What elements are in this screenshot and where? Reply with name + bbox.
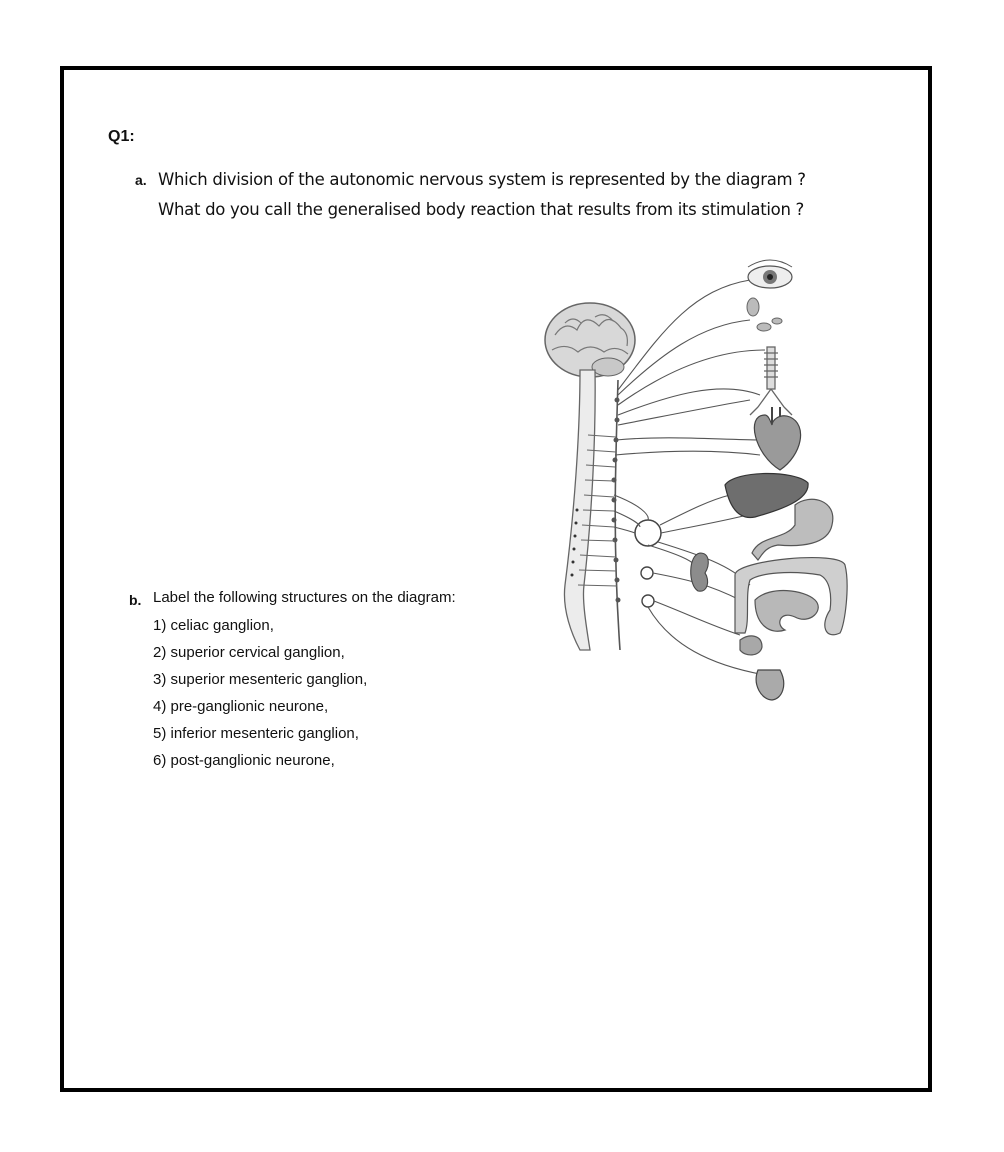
superior-mesenteric-ganglion-circle bbox=[641, 567, 653, 579]
brain-icon bbox=[545, 303, 635, 377]
autonomic-nervous-system-diagram bbox=[540, 255, 850, 705]
structure-list bbox=[153, 617, 367, 779]
structure-item-4: 4) pre-ganglionic neurone, bbox=[153, 698, 329, 715]
part-a-question-line2: What do you call the generalised body reaction that results from its stimulation ? bbox=[158, 200, 805, 219]
structure-item-5: 5) inferior mesenteric ganglion, bbox=[153, 725, 359, 742]
structure-item-2: 2) superior cervical ganglion, bbox=[153, 644, 345, 661]
lungs-icon bbox=[750, 347, 792, 415]
part-b-instruction: Label the following structures on the diagram: bbox=[153, 589, 456, 606]
part-a-question-line1: Which division of the autonomic nervous system is represented by the diagram ? bbox=[158, 170, 806, 189]
salivary-gland-icon bbox=[747, 298, 782, 331]
kidney-icon bbox=[691, 553, 709, 591]
intestines-icon bbox=[735, 558, 847, 655]
heart-icon bbox=[754, 407, 800, 470]
part-a-letter: a. bbox=[135, 172, 147, 188]
celiac-ganglion-circle bbox=[635, 520, 661, 546]
inferior-mesenteric-ganglion-circle bbox=[642, 595, 654, 607]
part-b-letter: b. bbox=[129, 592, 142, 608]
question-title: Q1: bbox=[108, 128, 135, 145]
eye-icon bbox=[748, 260, 792, 288]
structure-item-1: 1) celiac ganglion, bbox=[153, 617, 274, 634]
structure-item-3: 3) superior mesenteric ganglion, bbox=[153, 671, 368, 688]
structure-item-6: 6) post-ganglionic neurone, bbox=[153, 752, 335, 769]
bladder-icon bbox=[756, 670, 784, 700]
